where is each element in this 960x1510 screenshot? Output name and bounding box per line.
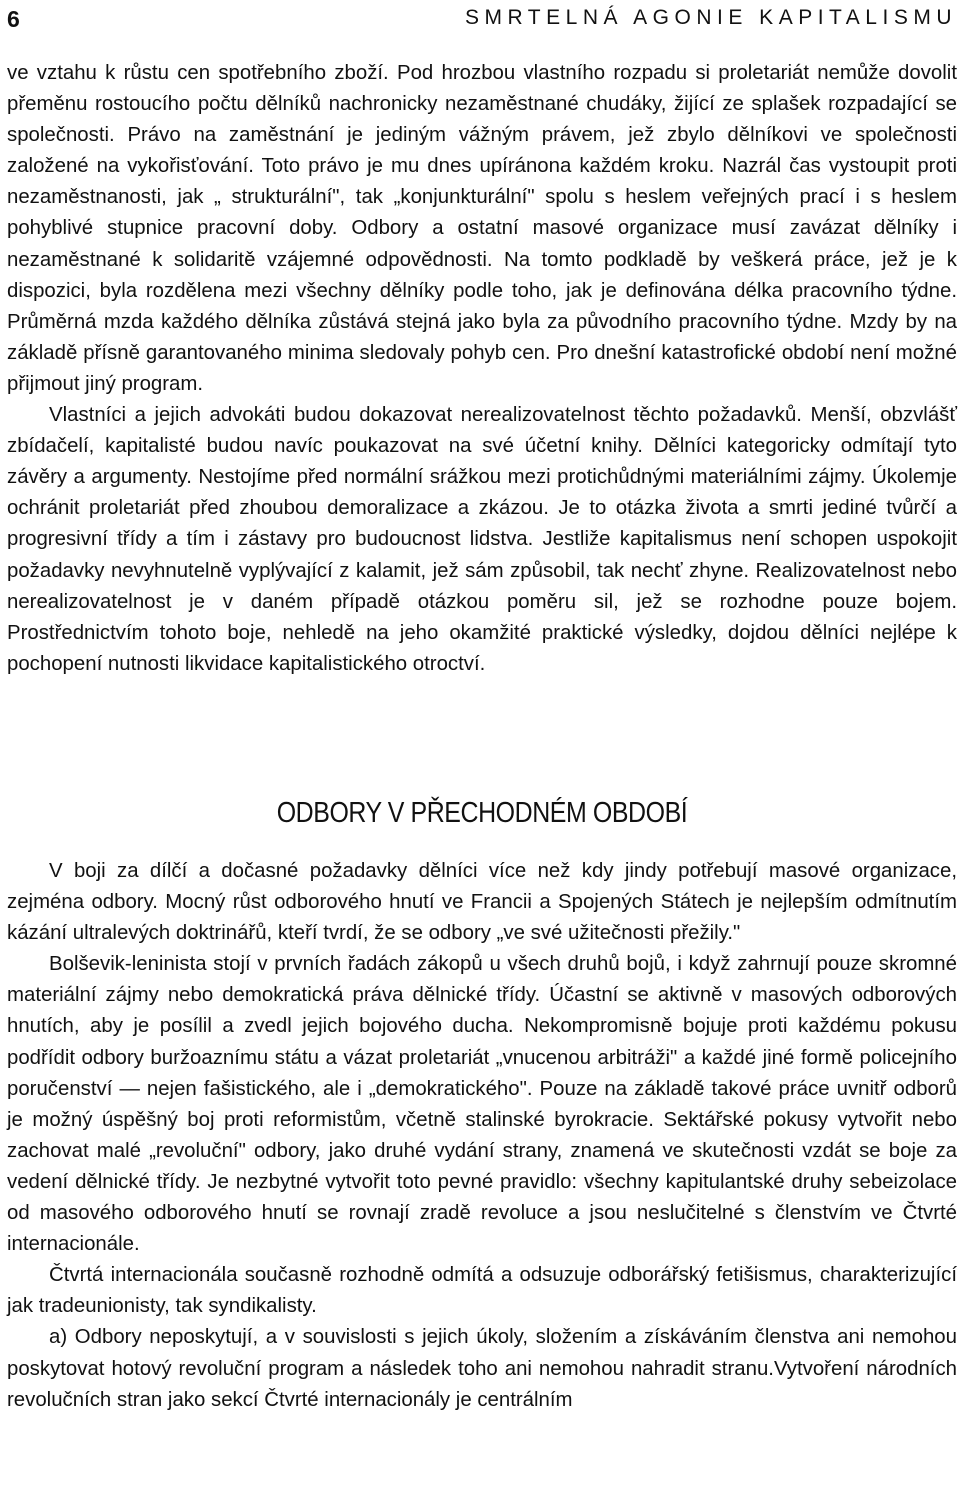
paragraph-6: a) Odbory neposkytují, a v souvislosti s jejich úkoly, složením a získáváním členstva ani nemohou poskytovat hotový revoluční program a následek toho ani nemohou nahradit stranu.Vytvoření národních revolučních stran jako sekcí Čtvrté internacionály je centrálním <box>7 1326 957 1411</box>
body-text-before-heading <box>7 58 957 680</box>
document-page <box>7 0 957 1411</box>
paragraph-1: ve vztahu k růstu cen spotřebního zboží. Pod hrozbou vlastního rozpadu si proletariát nemůže dovolit přeměnu rostoucího počtu dělníků nachronicky nezaměstnané chudáky, žijící ze splašek rozpadající se společnosti. Právo na zaměstnání je jediným vážným právem, jež zbylo dělníkovi ve společnosti založené na vykořisťování. Toto právo je mu dnes upíránona každém kroku. Nazrál čas vystoupit proti nezaměstnanosti, jak „ strukturální", tak „konjunkturální" spolu s heslem veřejných prací i s heslem pohyblivé stupnice pracovní doby. Odbory a ostatní masové organizace musí zavázat dělníky i nezaměstnané k solidaritě vzájemné odpovědnosti. Na tomto podkladě by veškerá práce, jež je k dispozici, byla rozdělena mezi všechny dělníky podle toho, jak je definována délka pracovního týdne. Průměrná mzda každého dělníka zůstává stejná jako byla za původního pracovního týdne. Mzdy by na základě přísně garantovaného minima sledovaly pohyb cen. Pro dnešní katastrofické období není možné přijmout jiný program. <box>7 62 957 395</box>
paragraph-3: V boji za dílčí a dočasné požadavky dělníci více než kdy jindy potřebují masové organizace, zejména odbory. Mocný růst odborového hnutí ve Francii a Spojených Státech je nejlepším odmítnutím kázání ultralevých doktrinářů, kteří tvrdí, že se odbory „ve své užitečnosti přežily." <box>7 860 957 945</box>
section-heading: ODBORY V PŘECHODNÉM OBDOBÍ <box>276 797 688 829</box>
running-title: SMRTELNÁ AGONIE KAPITALISMU <box>465 6 957 29</box>
section-heading-wrap <box>7 797 957 830</box>
page-header <box>7 0 957 48</box>
paragraph-4: Bolševik-leninista stojí v prvních řadách zákopů u všech druhů bojů, i když zahrnují pouze skromné materiální zájmy nebo demokratická práva dělnické třídy. Účastní se aktivně v masových odborových hnutích, aby je posílil a zvedl jejich bojového ducha. Nekompromisně bojuje proti každému pokusu podřídit odbory buržoaznímu státu a vázat proletariát „vnucenou arbitráži" a každé jiné formě policejního poručenství — nejen fašistického, ale i „demokratického". Pouze na základě takové práce uvnitř odborů je možný úspěšný boj proti reformistům, včetně stalinské byrokracie. Sektářské pokusy vytvořit nebo zachovat malé „revoluční" odbory, jako druhé vydání strany, znamená ve skutečnosti vzdát se boje za vedení dělnické třídy. Je nezbytné vytvořit toto pevné pravidlo: všechny kapitulantské druhy sebeizolace od masového odborového hnutí se rovnají zradě revoluce a jsou neslučitelné s členstvím ve Čtvrté internacionále. <box>7 953 957 1256</box>
page-number: 6 <box>7 6 20 32</box>
body-text-after-heading <box>7 856 957 1416</box>
paragraph-2: Vlastníci a jejich advokáti budou dokazovat nerealizovatelnost těchto požadavků. Menší, obzvlášť zbídačelí, kapitalisté budou navíc poukazovat na své účetní knihy. Dělníci kategoricky odmítají tyto závěry a argumenty. Nestojíme před normální srážkou mezi protichůdnými materiálními zájmy. Úkolemje ochránit proletariát před zhoubou demoralizace a zkázou. Je to otázka života a smrti jediné tvůrčí a progresivní třídy a tím i zástavy pro budoucnost lidstva. Jestliže kapitalismus není schopen uspokojit požadavky nevyhnutelně vyplývající z kalamit, jež sám způsobil, tak nechť zhyne. Realizovatelnost nebo nerealizovatelnost je v daném případě otázkou poměru sil, jež se rozhodne pouze bojem. Prostřednictvím tohoto boje, nehledě na jeho okamžité praktické výsledky, dojdou dělníci nejlépe k pochopení nutnosti likvidace kapitalistického otroctví. <box>7 404 957 675</box>
paragraph-5: Čtvrtá internacionála současně rozhodně odmítá a odsuzuje odborářský fetišismus, charakterizující jak tradeunionisty, tak syndikalisty. <box>7 1264 957 1318</box>
